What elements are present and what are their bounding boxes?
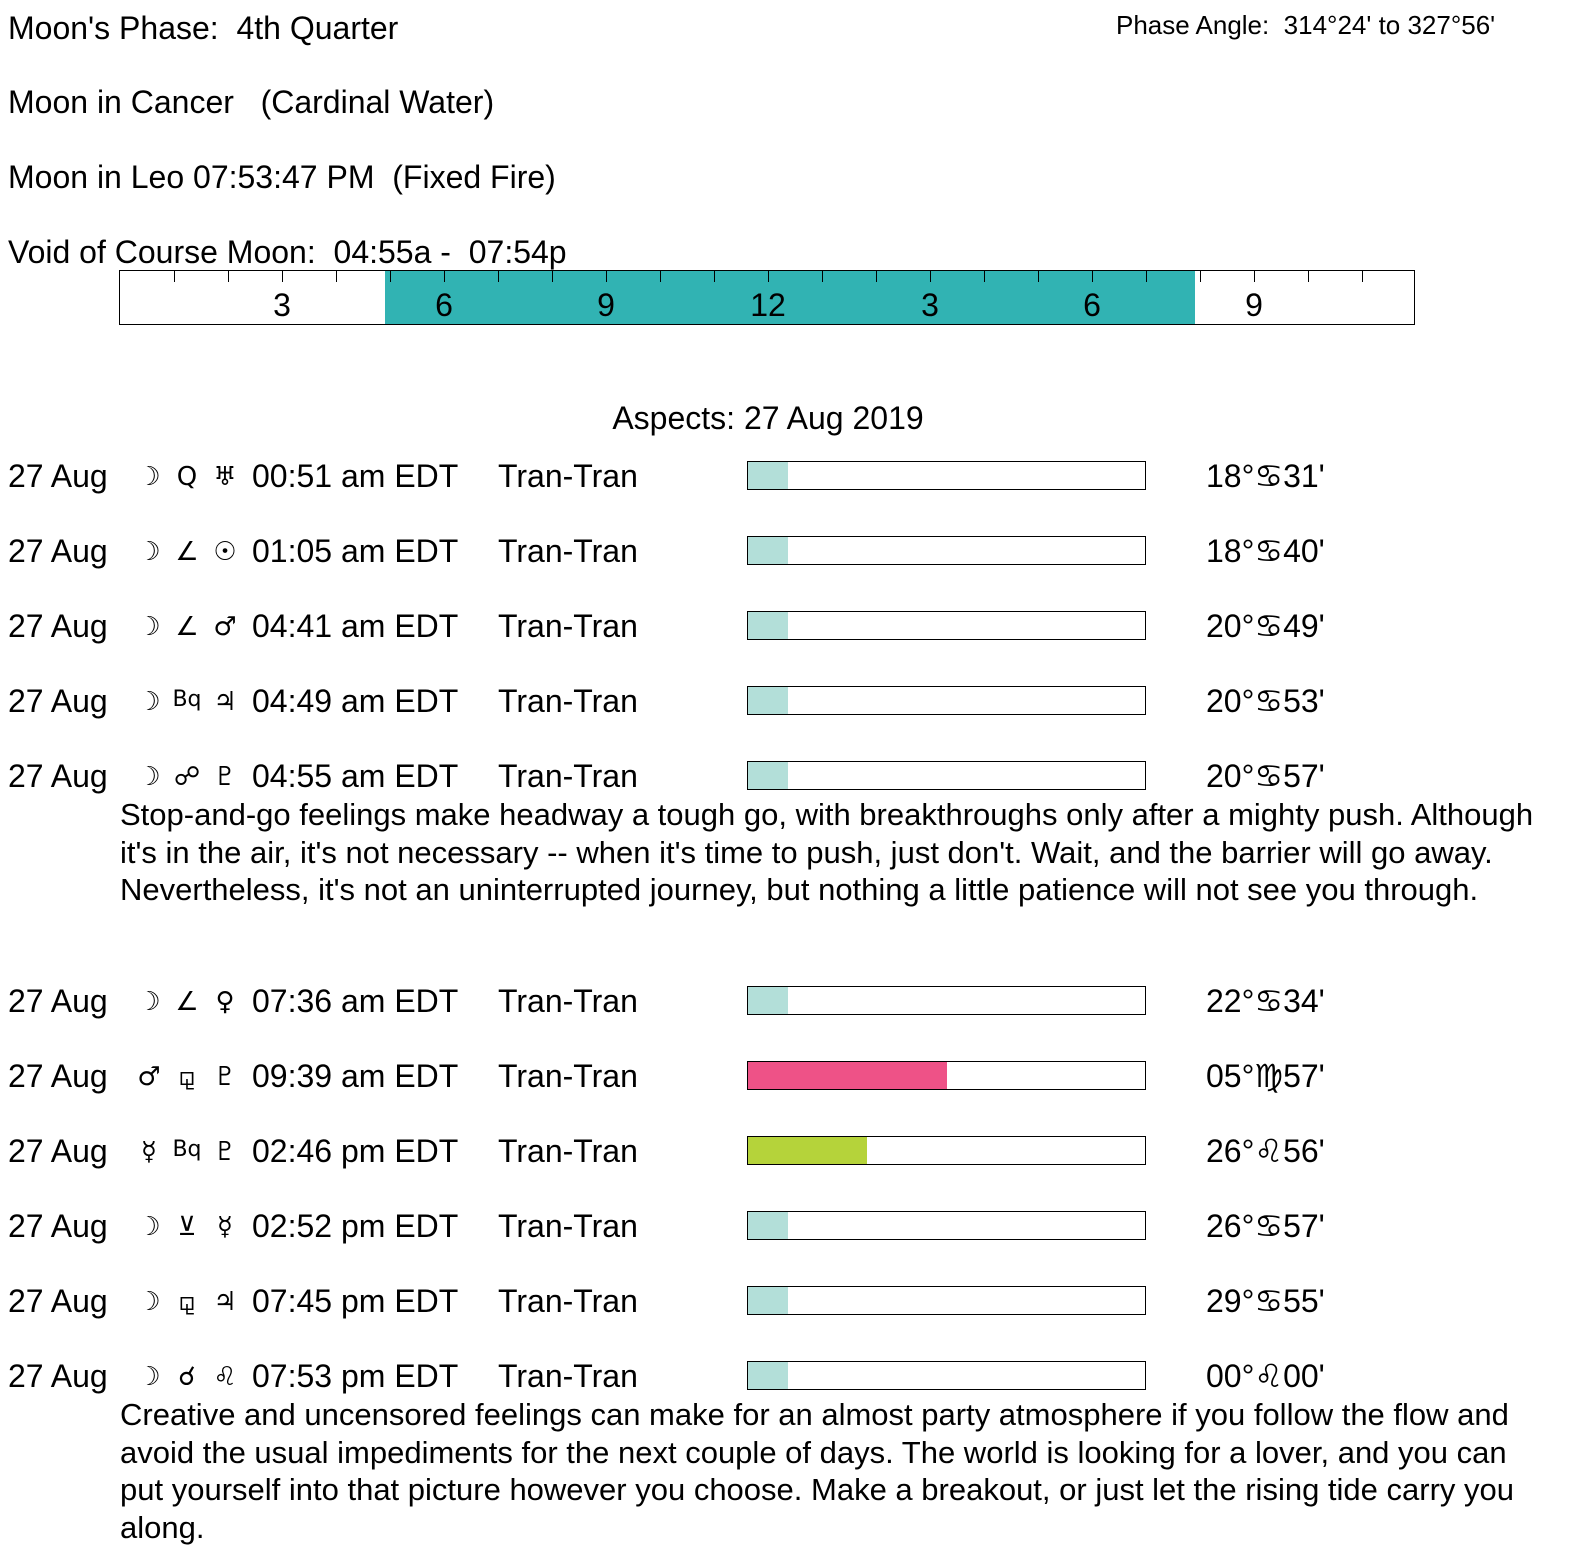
aspect-strength-fill [748, 1137, 867, 1164]
aspect-date: 27 Aug [8, 1283, 108, 1319]
aspect-strength-fill [748, 537, 788, 564]
aspect-type: Tran-Tran [498, 683, 638, 719]
aspect-date: 27 Aug [8, 533, 108, 569]
aspect-time: 02:46 pm EDT [252, 1133, 459, 1169]
aspect-type: Tran-Tran [498, 1358, 638, 1394]
aspect-time: 00:51 am EDT [252, 458, 459, 494]
planet-1-icon: ☽ [137, 537, 161, 567]
aspect-glyphs [130, 1214, 244, 1240]
planet-1-icon: ☽ [137, 762, 161, 792]
timeline-tick [1092, 271, 1093, 282]
aspect-symbol-icon: Bq [172, 1137, 202, 1162]
aspect-symbol-icon: Bq [172, 687, 202, 712]
aspect-strength-bar [747, 986, 1146, 1015]
aspect-strength-bar [747, 461, 1146, 490]
void-of-course-timeline [119, 270, 1415, 325]
planet-2-icon: ☿ [217, 1212, 233, 1242]
aspect-type: Tran-Tran [498, 1058, 638, 1094]
aspect-glyphs [130, 614, 244, 640]
aspect-symbol-icon: ☌ [178, 1362, 196, 1392]
aspect-row [0, 1210, 1577, 1250]
aspect-row [0, 1285, 1577, 1325]
aspect-position: 20°♋53' [1206, 683, 1325, 719]
aspect-date: 27 Aug [8, 608, 108, 644]
planet-2-icon: ♇ [213, 762, 237, 792]
aspect-type: Tran-Tran [498, 758, 638, 794]
aspect-strength-fill [748, 687, 788, 714]
aspect-position: 26°♋57' [1206, 1208, 1325, 1244]
aspect-strength-fill [748, 987, 788, 1014]
aspect-row [0, 1360, 1577, 1400]
aspect-symbol-icon: ⚼ [178, 1287, 196, 1317]
planet-2-icon: ♅ [213, 462, 237, 492]
aspect-strength-bar [747, 761, 1146, 790]
aspect-date: 27 Aug [8, 1058, 108, 1094]
planet-1-icon: ♂ [137, 1062, 161, 1092]
planet-1-icon: ☽ [137, 1287, 161, 1317]
aspect-symbol-icon: ⚼ [178, 1062, 196, 1092]
planet-1-icon: ☽ [137, 462, 161, 492]
timeline-hour-label: 6 [1083, 287, 1101, 323]
aspect-strength-fill [748, 1212, 788, 1239]
planet-2-icon: ♌ [213, 1362, 237, 1392]
aspect-position: 22°♋34' [1206, 983, 1325, 1019]
timeline-tick [1308, 271, 1309, 282]
aspect-symbol-icon: ∠ [175, 537, 199, 567]
aspect-symbol-icon: ⊻ [177, 1212, 197, 1242]
timeline-tick [228, 271, 229, 282]
timeline-hour-label: 12 [750, 287, 786, 323]
aspect-strength-bar [747, 1061, 1146, 1090]
aspect-glyphs [130, 1064, 244, 1090]
timeline-hour-label: 9 [1245, 287, 1263, 323]
aspect-row [0, 1135, 1577, 1175]
timeline-tick [1038, 271, 1039, 282]
aspect-type: Tran-Tran [498, 1283, 638, 1319]
aspect-date: 27 Aug [8, 458, 108, 494]
aspect-row [0, 1060, 1577, 1100]
void-of-course-span [385, 271, 1195, 324]
timeline-tick [930, 271, 931, 282]
timeline-tick [282, 271, 283, 282]
timeline-hour-label: 3 [921, 287, 939, 323]
timeline-hour-label: 6 [435, 287, 453, 323]
planet-2-icon: ♂ [213, 612, 237, 642]
aspect-strength-bar [747, 1136, 1146, 1165]
aspect-glyphs [130, 539, 244, 565]
aspect-position: 20°♋57' [1206, 758, 1325, 794]
timeline-tick [822, 271, 823, 282]
moon-phase-label: Moon's Phase: 4th Quarter [8, 10, 399, 46]
aspects-title: Aspects: 27 Aug 2019 [612, 400, 924, 436]
aspect-interpretation: Creative and uncensored feelings can make for an almost party atmosphere if you follow the flow and avoid the usual impediments for the next couple of days. The world is looking for a lover, and you can put yourself into that picture however you choose. Make a breakout, or just let the rising tide carry you along. [120, 1397, 1515, 1545]
aspect-strength-bar [747, 1361, 1146, 1390]
aspect-type: Tran-Tran [498, 608, 638, 644]
aspect-time: 01:05 am EDT [252, 533, 459, 569]
planet-1-icon: ☿ [141, 1137, 157, 1167]
timeline-hour-label: 3 [273, 287, 291, 323]
aspect-strength-fill [748, 1062, 947, 1089]
aspect-time: 04:55 am EDT [252, 758, 459, 794]
timeline-hour-label: 9 [597, 287, 615, 323]
aspect-symbol-icon: ∠ [175, 987, 199, 1017]
timeline-tick [1146, 271, 1147, 282]
aspect-type: Tran-Tran [498, 1133, 638, 1169]
aspect-glyphs [130, 1289, 244, 1315]
moon-ingress-label: Moon in Leo 07:53:47 PM (Fixed Fire) [8, 159, 556, 195]
aspect-strength-fill [748, 1362, 788, 1389]
aspect-strength-fill [748, 762, 788, 789]
void-of-course-label: Void of Course Moon: 04:55a - 07:54p [8, 234, 567, 270]
aspect-position: 26°♌56' [1206, 1133, 1325, 1169]
timeline-tick [660, 271, 661, 282]
aspect-time: 07:36 am EDT [252, 983, 459, 1019]
timeline-tick [1200, 271, 1201, 282]
aspect-date: 27 Aug [8, 983, 108, 1019]
aspect-strength-bar [747, 1211, 1146, 1240]
aspect-strength-fill [748, 462, 788, 489]
aspect-position: 18°♋40' [1206, 533, 1325, 569]
aspect-row [0, 685, 1577, 725]
aspect-strength-bar [747, 611, 1146, 640]
planet-2-icon: ♇ [213, 1137, 237, 1167]
aspect-date: 27 Aug [8, 1208, 108, 1244]
timeline-tick [552, 271, 553, 282]
timeline-tick [444, 271, 445, 282]
timeline-tick [390, 271, 391, 282]
aspect-symbol-icon: ∠ [175, 612, 199, 642]
aspect-position: 00°♌00' [1206, 1358, 1325, 1394]
timeline-tick [606, 271, 607, 282]
planet-2-icon: ♃ [213, 687, 237, 717]
timeline-tick [174, 271, 175, 282]
timeline-tick [1254, 271, 1255, 282]
aspect-symbol-icon: Q [176, 462, 198, 492]
aspect-type: Tran-Tran [498, 1208, 638, 1244]
aspect-row [0, 760, 1577, 800]
aspect-strength-bar [747, 536, 1146, 565]
aspect-type: Tran-Tran [498, 458, 638, 494]
timeline-tick [714, 271, 715, 282]
aspect-row [0, 535, 1577, 575]
timeline-tick [1362, 271, 1363, 282]
planet-2-icon: ♃ [213, 1287, 237, 1317]
aspect-interpretation: Stop-and-go feelings make headway a tough go, with breakthroughs only after a mighty push. Although it's in the air, it's not necessary -- when it's time to push, just don't. Wait, and the barrier will go away. Nevertheless, it's not an uninterrupted journey, but nothing a little patience will not see you through. [120, 797, 1534, 907]
aspect-time: 02:52 pm EDT [252, 1208, 459, 1244]
aspect-type: Tran-Tran [498, 533, 638, 569]
planet-1-icon: ☽ [137, 987, 161, 1017]
aspect-date: 27 Aug [8, 758, 108, 794]
aspect-strength-fill [748, 612, 788, 639]
planet-1-icon: ☽ [137, 687, 161, 717]
aspect-symbol-icon: ☍ [173, 762, 201, 792]
aspect-position: 29°♋55' [1206, 1283, 1325, 1319]
aspect-glyphs [130, 689, 244, 715]
timeline-tick [498, 271, 499, 282]
timeline-tick [876, 271, 877, 282]
aspect-strength-bar [747, 1286, 1146, 1315]
planet-2-icon: ☉ [213, 537, 237, 567]
moon-sign-label: Moon in Cancer (Cardinal Water) [8, 84, 495, 120]
planet-1-icon: ☽ [137, 612, 161, 642]
aspect-position: 18°♋31' [1206, 458, 1325, 494]
timeline-tick [768, 271, 769, 282]
aspect-time: 04:49 am EDT [252, 683, 459, 719]
aspect-row [0, 985, 1577, 1025]
aspect-glyphs [130, 1364, 244, 1390]
aspect-time: 04:41 am EDT [252, 608, 459, 644]
aspect-strength-fill [748, 1287, 788, 1314]
aspect-time: 07:53 pm EDT [252, 1358, 459, 1394]
phase-angle-label: Phase Angle: 314°24' to 327°56' [1116, 10, 1496, 40]
aspect-position: 05°♍57' [1206, 1058, 1325, 1094]
aspect-time: 09:39 am EDT [252, 1058, 459, 1094]
aspect-time: 07:45 pm EDT [252, 1283, 459, 1319]
planet-2-icon: ♇ [213, 1062, 237, 1092]
aspect-date: 27 Aug [8, 1358, 108, 1394]
aspect-type: Tran-Tran [498, 983, 638, 1019]
aspect-strength-bar [747, 686, 1146, 715]
aspect-position: 20°♋49' [1206, 608, 1325, 644]
aspect-row [0, 460, 1577, 500]
timeline-tick [336, 271, 337, 282]
timeline-tick [984, 271, 985, 282]
planet-1-icon: ☽ [137, 1362, 161, 1392]
aspect-glyphs [130, 464, 244, 490]
aspect-glyphs [130, 989, 244, 1015]
aspect-row [0, 610, 1577, 650]
aspect-glyphs [130, 764, 244, 790]
aspect-glyphs [130, 1139, 244, 1165]
planet-1-icon: ☽ [137, 1212, 161, 1242]
aspect-date: 27 Aug [8, 683, 108, 719]
planet-2-icon: ♀ [215, 987, 235, 1017]
aspect-date: 27 Aug [8, 1133, 108, 1169]
